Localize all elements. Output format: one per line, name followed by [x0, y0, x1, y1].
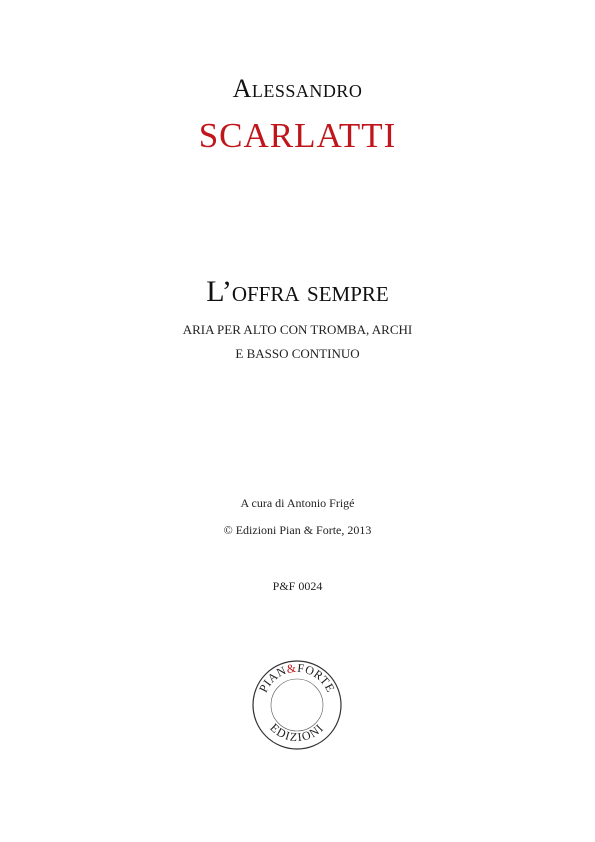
work-title: L’offra sempre: [206, 275, 389, 308]
composer-last-name: SCARLATTI: [198, 116, 397, 155]
catalog-number: P&F 0024: [272, 579, 323, 593]
publisher-seal-svg: [252, 660, 342, 750]
editor-credit: A cura di Antonio Frigé: [240, 496, 355, 510]
composer-first-name: Alessandro: [232, 74, 363, 103]
copyright-notice: © Edizioni Pian & Forte, 2013: [223, 523, 372, 537]
seal-top-text: PIAN&FORTE: [256, 660, 338, 695]
work-subtitle-line-2: E BASSO CONTINUO: [235, 346, 360, 361]
publisher-seal-logo: [252, 660, 342, 750]
seal-bottom-text: EDIZIONI: [267, 720, 327, 745]
work-subtitle-line-1: ARIA PER ALTO CON TROMBA, ARCHI: [182, 322, 413, 337]
